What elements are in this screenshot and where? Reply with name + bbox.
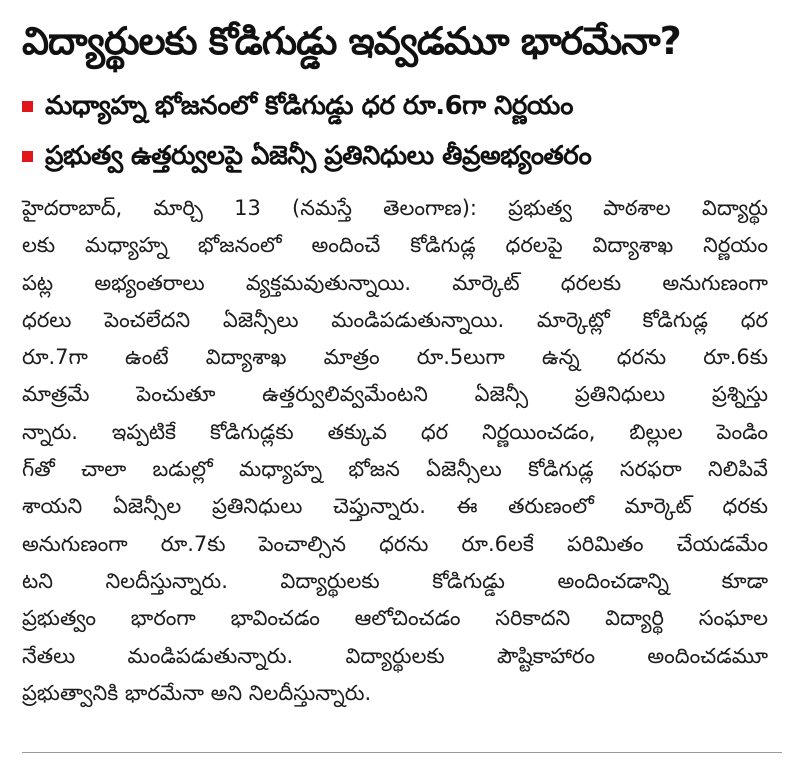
body-line: టని నిలదీస్తున్నారు. విద్యార్థులకు కోడిగుడ్డు అందించడాన్ని కూడా <box>22 568 768 593</box>
body-line: మాత్రమే పెంచుతూ ఉత్తర్వులివ్వమేంటని ఏజెన్సీ ప్రతినిధులు ప్రశ్నిస్తు <box>22 382 768 407</box>
subheadline-text: ప్రభుత్వ ఉత్తర్వులపై ఏజెన్సీ ప్రతినిధులు తీవ్రఅభ్యంతరం <box>45 141 592 171</box>
body-line: లకు మధ్యాహ్న భోజనంలో అందించే కోడిగుడ్ల ధరలపై విద్యాశాఖ నిర్ణయం <box>22 233 768 258</box>
body-line: ప్రభుత్వం భారంగా భావించడం ఆలోచించడం సరికాదని విద్యార్థి సంఘాల <box>22 606 768 631</box>
article-body <box>22 190 768 712</box>
body-line: అనుగుణంగా రూ.7కు పెంచాల్సిన ధరను రూ.6లకే పరిమితం చేయడమేం <box>22 531 768 556</box>
red-square-bullet-icon <box>22 101 33 112</box>
body-line: ప్రభుత్వానికి భారమేనా అని నిలదీస్తున్నారు. <box>22 680 372 705</box>
article-headline: విద్యార్థులకు కోడిగుడ్డు ఇవ్వడమూ భారమేనా? <box>22 19 681 63</box>
body-line: పట్ల అభ్యంతరాలు వ్యక్తమవుతున్నాయి. మార్కెట్ ధరలకు అనుగుణంగా <box>22 270 768 295</box>
red-square-bullet-icon <box>22 151 33 162</box>
body-line: శాయని ఏజెన్సీల ప్రతినిధులు చెప్తున్నారు. ఈ తరుణంలో మార్కెట్ ధరకు <box>22 494 768 519</box>
bottom-divider <box>22 752 782 753</box>
body-line: న్నారు. ఇప్పటికే కోడిగుడ్లకు తక్కువ ధర నిర్ణయించడం, బిల్లుల పెండిం <box>22 419 768 444</box>
body-line: హైదరాబాద్, మార్చి 13 (నమస్తే తెలంగాణ): ప్రభుత్వ పాఠశాల విద్యార్థు <box>22 196 768 220</box>
body-line: గ్‌తో చాలా బడుల్లో మధ్యాహ్న భోజన ఏజెన్సీలు కోడిగుడ్ల సరఫరా నిలిపివే <box>22 457 768 482</box>
subheadline-text: మధ్యాహ్న భోజనంలో కోడిగుడ్డు ధర రూ.6గా నిర్ణయం <box>45 91 573 121</box>
body-line: ధరలు పెంచలేదని ఏజెన్సీలు మండిపడుతున్నాయి. మార్కెట్లో కోడిగుడ్ల ధర <box>22 307 768 332</box>
subheadline-2 <box>22 136 782 176</box>
body-line: రూ.7గా ఉంటే విద్యాశాఖ మాత్రం రూ.5లుగా ఉన్న ధరను రూ.6కు <box>22 345 768 370</box>
subheadline-1 <box>22 86 782 126</box>
body-line: నేతలు మండిపడుతున్నారు. విద్యార్థులకు పౌష్టికాహారం అందించడమూ <box>22 643 768 668</box>
